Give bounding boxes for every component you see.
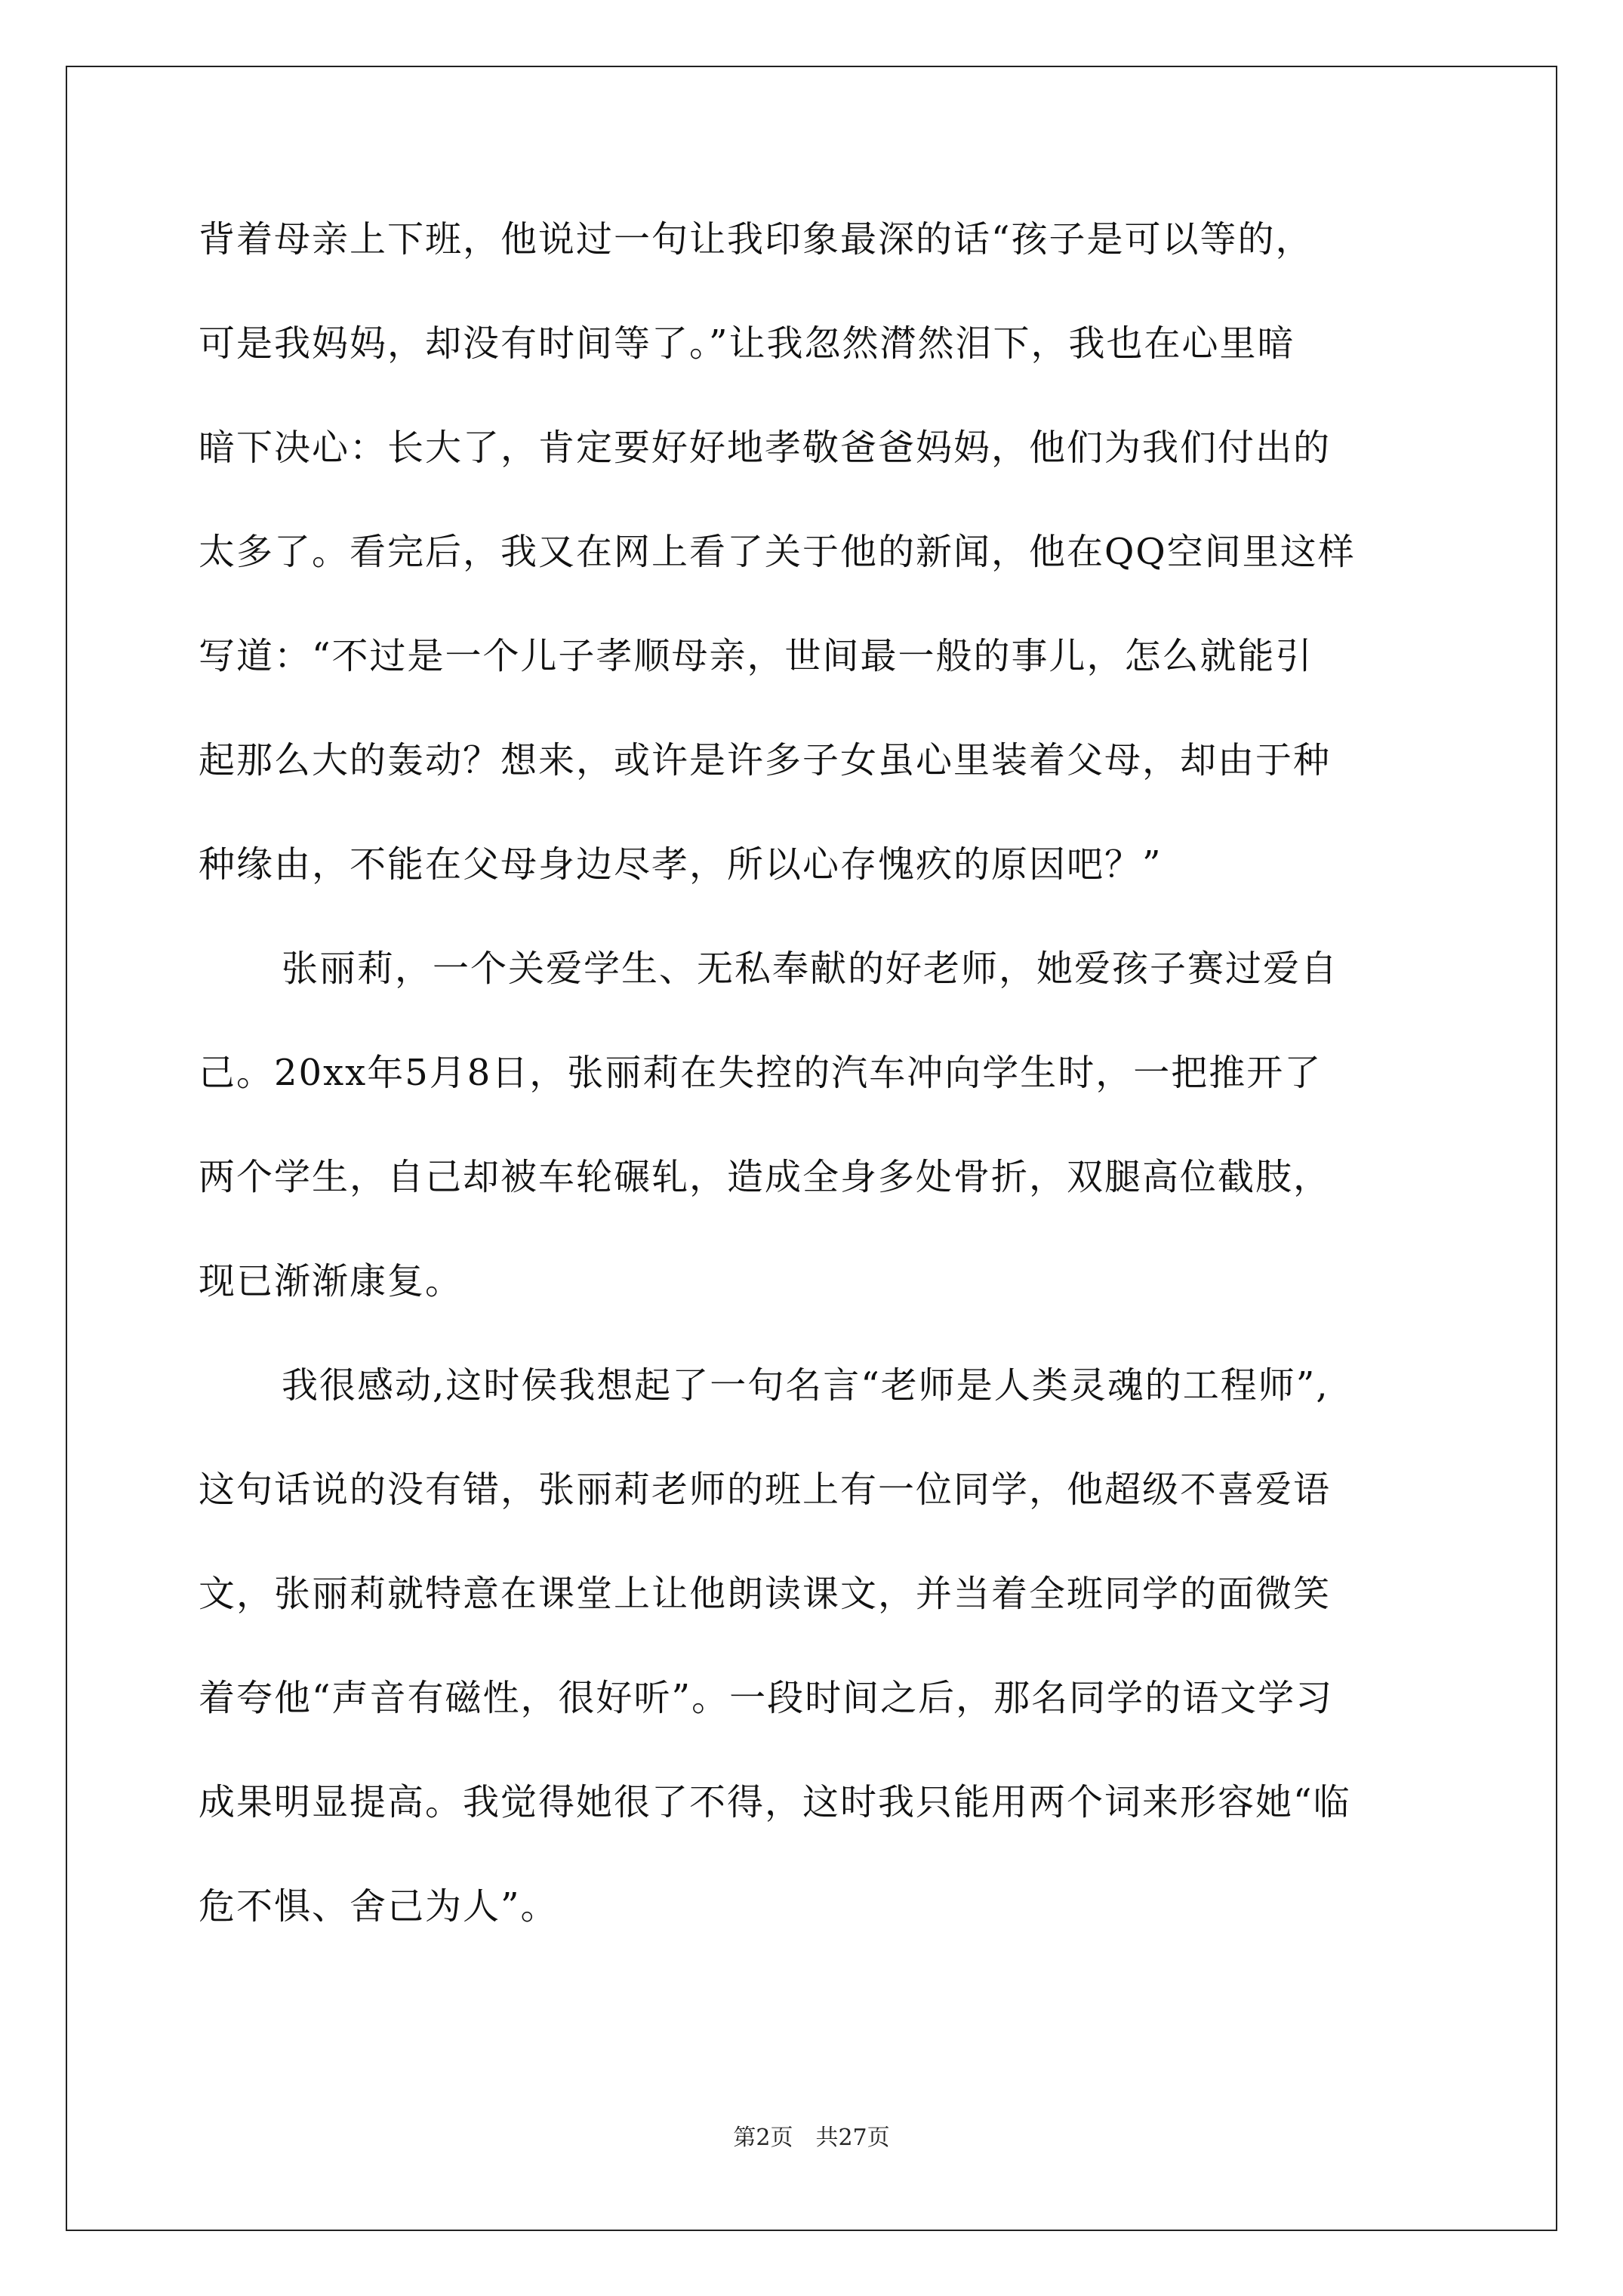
paragraph-2-line-2: 己。20xx年5月8日，张丽莉在失控的汽车冲向学生时，一把推开了: [199, 1052, 1323, 1094]
paragraph-3-line-2: 这句话说的没有错，张丽莉老师的班上有一位同学，他超级不喜爱语: [199, 1469, 1332, 1511]
paragraph-3-line-4: 着夸他“声音有磁性，很好听”。一段时间之后，那名同学的语文学习: [199, 1677, 1334, 1719]
paragraph-3-line-1: 我很感动,这时侯我想起了一句名言“老师是人类灵魂的工程师”,: [282, 1364, 1329, 1407]
paragraph-3-line-5: 成果明显提高。我觉得她很了不得，这时我只能用两个词来形容她“临: [199, 1781, 1351, 1823]
paragraph-1-line-7: 种缘由，不能在父母身边尽孝，所以心存愧疚的原因吧？”: [199, 843, 1163, 886]
paragraph-1-line-2: 可是我妈妈，却没有时间等了。”让我忽然潸然泪下，我也在心里暗: [199, 322, 1295, 365]
paragraph-3-line-6: 危不惧、舍己为人”。: [199, 1885, 559, 1928]
paragraph-1-line-1: 背着母亲上下班，他说过一句让我印象最深的话“孩子是可以等的，: [199, 218, 1313, 260]
paragraph-1-line-5: 写道：“不过是一个儿子孝顺母亲，世间最一般的事儿，怎么就能引: [199, 635, 1313, 677]
page-number-footer: 第2页 共27页: [733, 2125, 890, 2151]
paragraph-2-line-3: 两个学生，自己却被车轮碾轧，造成全身多处骨折，双腿高位截肢，: [199, 1156, 1332, 1198]
paragraph-1-line-6: 起那么大的轰动？想来，或许是许多子女虽心里装着父母，却由于种: [199, 739, 1332, 781]
paragraph-3-line-3: 文，张丽莉就特意在课堂上让他朗读课文，并当着全班同学的面微笑: [199, 1573, 1332, 1615]
paragraph-2-line-1: 张丽莉，一个关爱学生、无私奉献的好老师，她爱孩子赛过爱自: [282, 948, 1339, 990]
paragraph-2-line-4: 现已渐渐康复。: [199, 1260, 463, 1302]
paragraph-1-line-3: 暗下决心：长大了，肯定要好好地孝敬爸爸妈妈，他们为我们付出的: [199, 427, 1332, 469]
paragraph-1-line-4: 太多了。看完后，我又在网上看了关于他的新闻，他在QQ空间里这样: [199, 531, 1356, 573]
